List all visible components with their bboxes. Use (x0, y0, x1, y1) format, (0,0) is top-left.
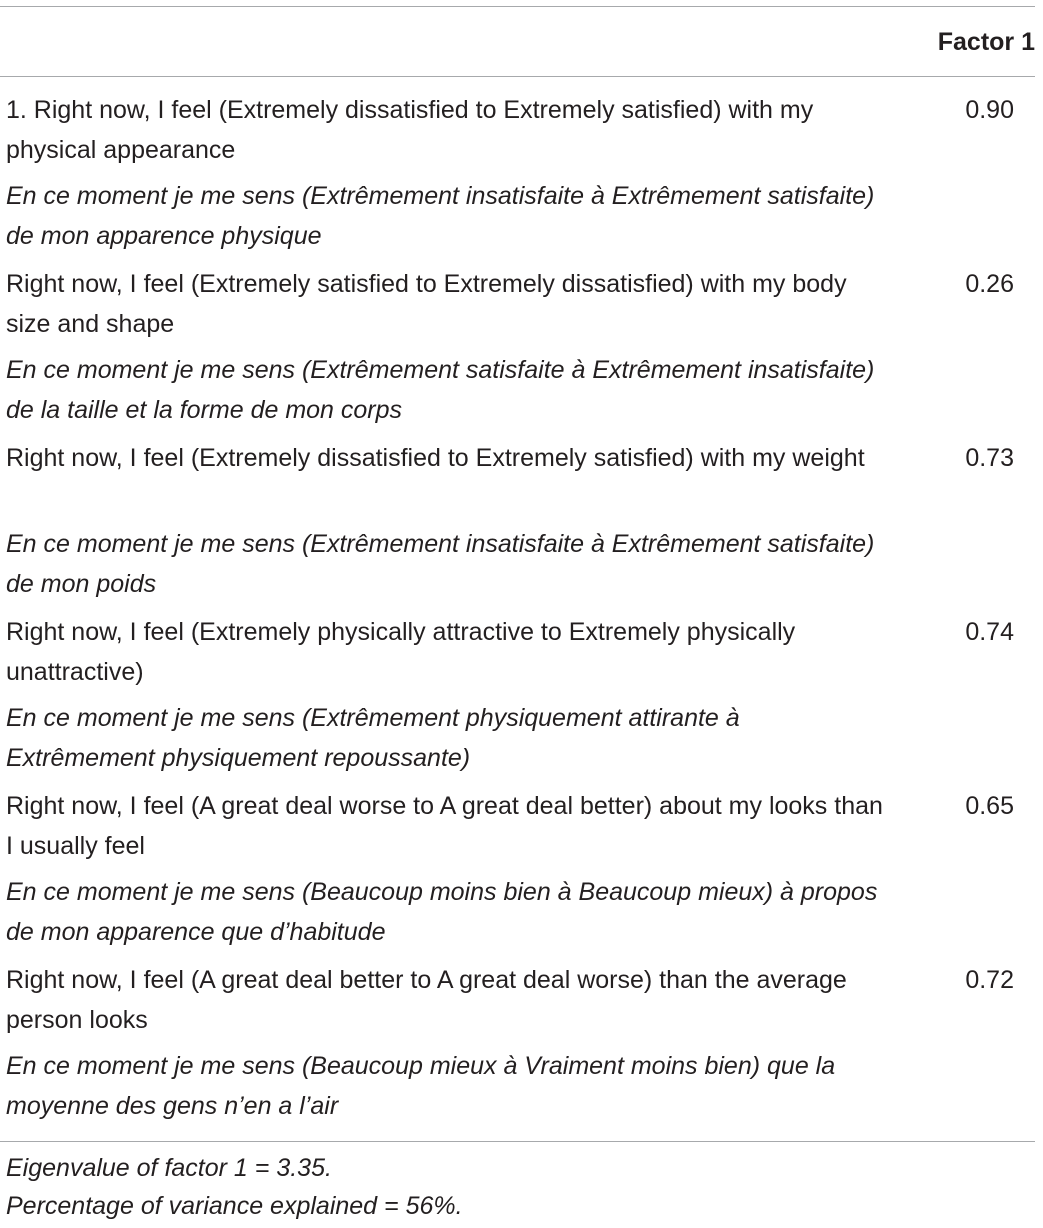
factor-loading-value: 0.73 (965, 444, 1014, 472)
item-text-french: En ce moment je me sens (Extrêmement insatisfaite à Extrêmement satisfaite) de mon apparence physique (6, 182, 875, 250)
factor-loading-value: 0.26 (965, 270, 1014, 298)
item-text-french: En ce moment je me sens (Extrêmement satisfaite à Extrêmement insatisfaite) de la taille et la forme de mon corps (6, 356, 875, 424)
factor-loading-value: 0.90 (965, 96, 1014, 124)
table-row (6, 612, 1036, 786)
item-text-english: Right now, I feel (Extremely dissatisfied to Extremely satisfied) with my weight (6, 444, 865, 472)
item-text-french: En ce moment je me sens (Extrêmement physiquement attirante à Extrêmement physiquement repoussante) (6, 704, 740, 772)
item-text-english: Right now, I feel (Extremely satisfied to Extremely dissatisfied) with my body size and shape (6, 270, 847, 338)
table-footnote (6, 1149, 1031, 1225)
footnote-variance: Percentage of variance explained = 56%. (6, 1192, 463, 1220)
factor-loading-value: 0.72 (965, 966, 1014, 994)
table-row (6, 960, 1036, 1134)
factor-loading-value: 0.74 (965, 618, 1014, 646)
item-text-english: 1. Right now, I feel (Extremely dissatisfied to Extremely satisfied) with my physical appearance (6, 96, 814, 164)
table-body (6, 90, 1036, 1134)
item-text-english: Right now, I feel (A great deal worse to A great deal better) about my looks than I usually feel (6, 792, 883, 860)
item-text-english: Right now, I feel (Extremely physically attractive to Extremely physically unattractive) (6, 618, 796, 686)
table-row (6, 264, 1036, 438)
item-text-french: En ce moment je me sens (Beaucoup mieux à Vraiment moins bien) que la moyenne des gens n’en a l’air (6, 1052, 836, 1120)
item-text-english: Right now, I feel (A great deal better to A great deal worse) than the average person looks (6, 966, 847, 1034)
footnote-eigenvalue: Eigenvalue of factor 1 = 3.35. (6, 1154, 332, 1182)
table-row (6, 786, 1036, 960)
column-header-factor-1: Factor 1 (937, 28, 1035, 56)
item-text-french: En ce moment je me sens (Extrêmement insatisfaite à Extrêmement satisfaite) de mon poids (6, 530, 875, 598)
table-top-rule (0, 6, 1035, 7)
table-row (6, 438, 1036, 612)
item-text-french: En ce moment je me sens (Beaucoup moins bien à Beaucoup mieux) à propos de mon apparence que d’habitude (6, 878, 878, 946)
table-header-rule (0, 76, 1035, 77)
factor-loading-value: 0.65 (965, 792, 1014, 820)
table-bottom-rule (0, 1141, 1035, 1142)
table-row (6, 90, 1036, 264)
